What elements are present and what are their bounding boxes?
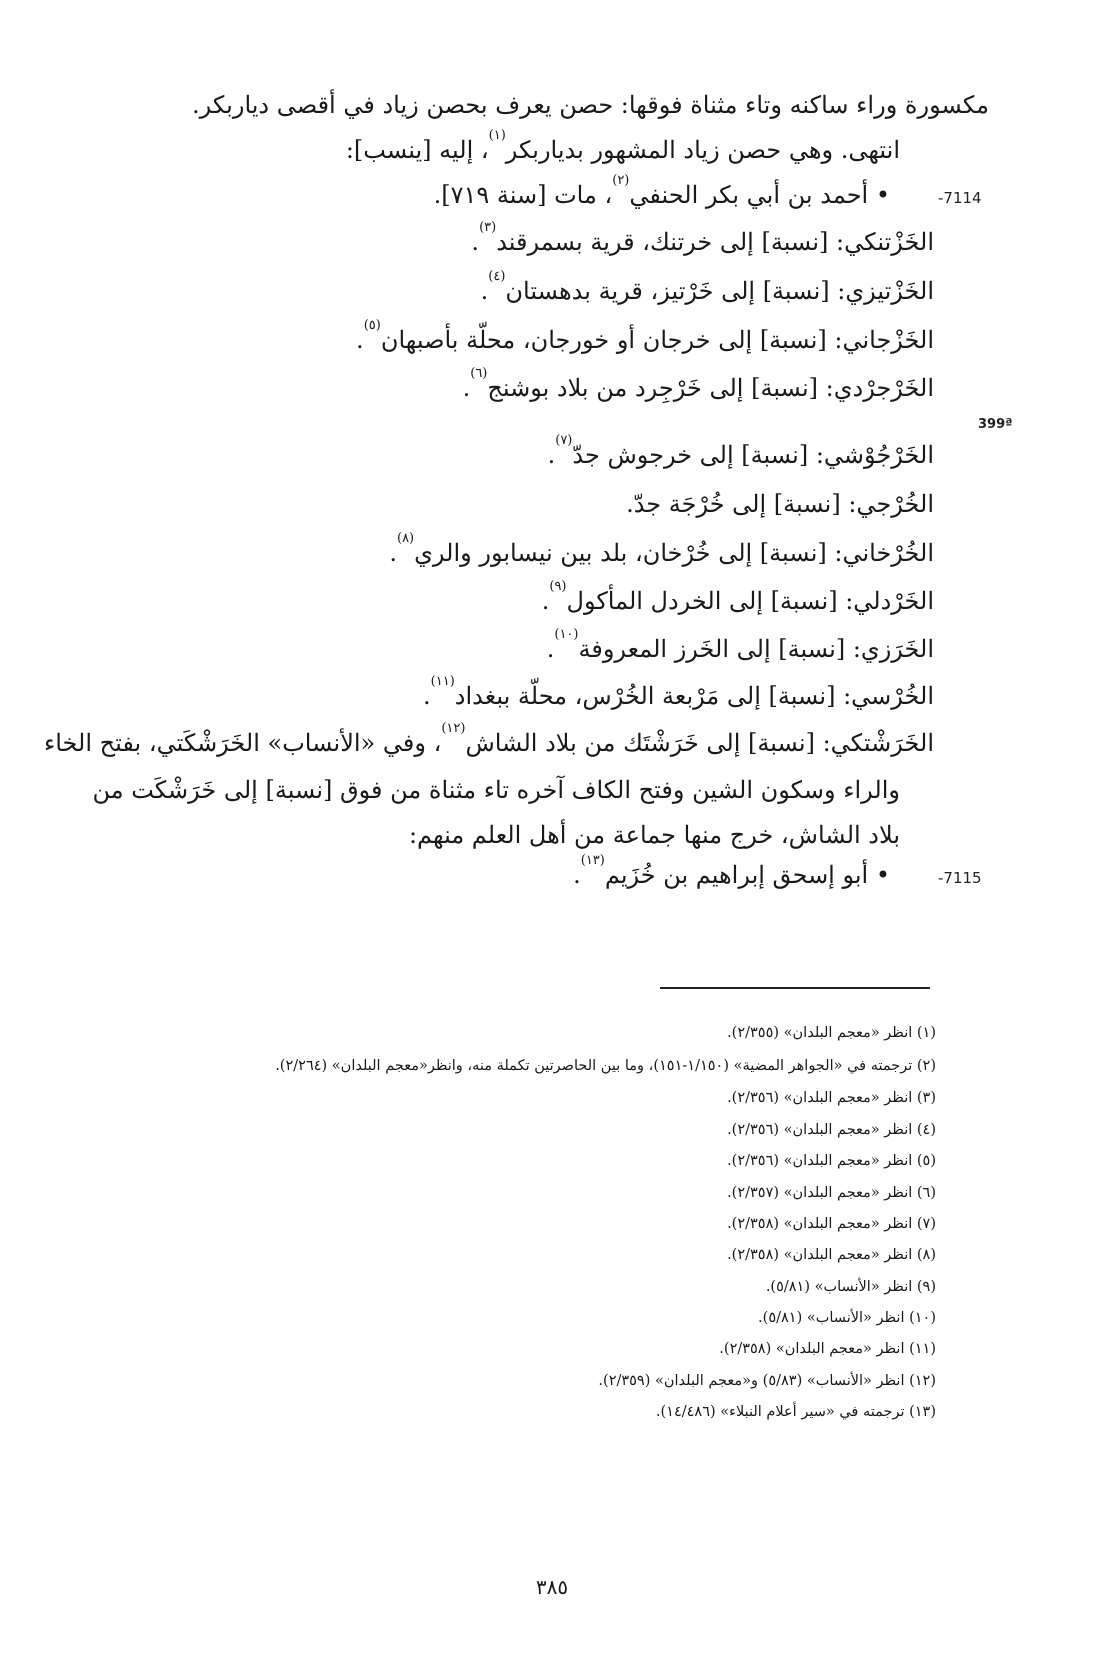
footnote: (٢) ترجمته في «الجواهر المضية» (١/١٥٠-١٥١)، وما بين الحاصرتين تكملة منه، وانظر«معجم البلدان» (٢/٢٦٤). [275,1057,936,1074]
footnote: (١٠) انظر «الأنساب» (٥/٨١). [758,1309,936,1326]
footnote-ref[interactable]: (٨) [396,531,415,546]
footnote: (٨) انظر «معجم البلدان» (٢/٣٥٨). [727,1246,936,1263]
entry-number: -7114 [938,189,982,207]
footnote: (٩) انظر «الأنساب» (٥/٨١). [765,1278,936,1295]
manuscript-folio-mark: 399ª [978,417,1013,432]
text-line: الخَزْجاني: [نسبة] إلى خرجان أو خورجان، محلّة بأصبهان$^{(٥)}$. [356,318,934,354]
page-number: ٣٨٥ [535,1575,569,1599]
footnote-separator [660,987,930,989]
footnote: (٦) انظر «معجم البلدان» (٢/٣٥٧). [727,1184,936,1201]
text-line: الخَرْجرْدي: [نسبة] إلى خَرْجِرد من بلاد بوشنج$^{(٦)}$. [462,366,934,402]
text-line: والراء وسكون الشين وفتح الكاف آخره تاء مثناة من فوق [نسبة] إلى خَرَشْكَت من [92,776,900,804]
footnote-ref[interactable]: (٦) [470,366,488,381]
entry-number: -7115 [938,869,982,887]
footnote: (١١) انظر «معجم البلدان» (٢/٣٥٨). [719,1340,936,1357]
footnote: (١٣) ترجمته في «سير أعلام النبلاء» (١٤/٤٨٦). [655,1403,936,1420]
text-line: مكسورة وراء ساكنه وتاء مثناة فوقها: حصن يعرف بحصن زياد في أقصى دياربكر. [192,91,989,119]
text-line: انتهى. وهي حصن زياد المشهور بدياربكر$^{(١)}$، إليه [ينسب]: [345,128,900,164]
text-line: الخَزْتيزي: [نسبة] إلى خَرْتيز، قرية بدهستان$^{(٤)}$. [480,269,934,305]
footnote: (٧) انظر «معجم البلدان» (٢/٣٥٨). [727,1215,936,1232]
footnote-ref[interactable]: (١٠) [554,627,579,642]
entry-line: • أحمد بن أبي بكر الحنفي$^{(٢)}$، مات [سنة ٧١٩]. [433,173,890,209]
footnote-ref[interactable]: (٢) [612,173,630,188]
text-line: بلاد الشاش، خرج منها جماعة من أهل العلم منهم: [408,821,900,849]
footnote-ref[interactable]: (١) [488,128,506,143]
footnote-ref[interactable]: (١١) [430,674,455,689]
footnote: (١) انظر «معجم البلدان» (٢/٣٥٥). [727,1024,936,1041]
footnote: (٣) انظر «معجم البلدان» (٢/٣٥٦). [727,1089,936,1106]
text-line: الخَزْتنكي: [نسبة] إلى خرتنك، قرية بسمرقند$^{(٣)}$. [471,220,934,256]
footnote-ref[interactable]: (٣) [479,220,497,235]
footnote-ref[interactable]: (٧) [555,433,573,448]
text-line: الخَرَشْتكي: [نسبة] إلى خَرَشْتَك من بلاد الشاش$^{(١٢)}$، وفي «الأنساب» الخَرَشْكَتي، بفتح الخاء [43,721,934,757]
text-line: الخُرْخاني: [نسبة] إلى خُرْخان، بلد بين نيسابور والري$^{(٨)}$. [389,531,934,567]
text-line: الخَرْجُوْشي: [نسبة] إلى خرجوش جدّ$^{(٧)}$. [547,433,934,469]
text-line: الخَرَزي: [نسبة] إلى الخَرز المعروفة$^{(١٠)}$. [546,627,934,663]
text-line: الخَرْدلي: [نسبة] إلى الخردل المأكول$^{(٩)}$. [541,579,934,615]
entry-line: • أبو إسحق إبراهيم بن خُزَيم$^{(١٣)}$. [573,853,890,889]
footnote: (٥) انظر «معجم البلدان» (٢/٣٥٦). [727,1152,936,1169]
footnote: (١٢) انظر «الأنساب» (٥/٨٣) و«معجم البلدان» (٢/٣٥٩). [598,1372,936,1389]
footnote: (٤) انظر «معجم البلدان» (٢/٣٥٦). [727,1121,936,1138]
footnote-ref[interactable]: (١٣) [580,853,605,868]
text-line: الخُرْجي: [نسبة] إلى خُرْجَة جدّ. [626,490,934,518]
text-line: الخُرْسي: [نسبة] إلى مَرْبعة الخُرْس، محلّة ببغداد$^{(١١)}$. [423,674,934,710]
footnote-ref[interactable]: (٤) [488,269,506,284]
footnote-ref[interactable]: (١٢) [441,721,466,736]
footnote-ref[interactable]: (٩) [549,579,567,594]
footnote-ref[interactable]: (٥) [363,318,381,333]
